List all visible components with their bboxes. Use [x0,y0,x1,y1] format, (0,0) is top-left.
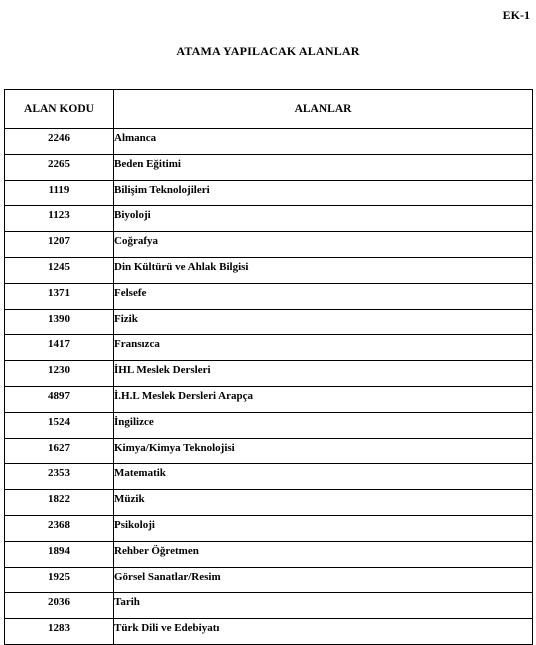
area-name: Fransızca [114,335,533,361]
table-row [5,257,533,283]
area-code: 1925 [5,567,114,593]
area-name: İ.H.L Meslek Dersleri Arapça [114,386,533,412]
area-name: Tarih [114,593,533,619]
table-row [5,206,533,232]
area-name: Bilişim Teknolojileri [114,180,533,206]
area-code: 1123 [5,206,114,232]
area-code: 1417 [5,335,114,361]
page-title: ATAMA YAPILACAK ALANLAR [176,44,360,58]
table-row [5,490,533,516]
area-name: Türk Dili ve Edebiyatı [114,619,533,645]
area-name: Matematik [114,464,533,490]
area-name: İHL Meslek Dersleri [114,361,533,387]
area-code: 2353 [5,464,114,490]
area-code: 2265 [5,154,114,180]
table-header-row [5,90,533,129]
table-row [5,541,533,567]
area-name: Almanca [114,129,533,155]
table-row [5,619,533,645]
table-row [5,438,533,464]
area-code: 1822 [5,490,114,516]
area-code: 1390 [5,309,114,335]
area-name: Görsel Sanatlar/Resim [114,567,533,593]
table-row [5,386,533,412]
area-code: 1230 [5,361,114,387]
area-code: 2036 [5,593,114,619]
area-name: Din Kültürü ve Ahlak Bilgisi [114,257,533,283]
area-name: Beden Eğitimi [114,154,533,180]
area-code: 4897 [5,386,114,412]
area-code: 1524 [5,412,114,438]
table-row [5,129,533,155]
area-code: 1371 [5,283,114,309]
area-name: Biyoloji [114,206,533,232]
table-row [5,567,533,593]
table-row [5,464,533,490]
area-name: Coğrafya [114,232,533,258]
areas-table [4,89,533,645]
table-row [5,283,533,309]
table-row [5,593,533,619]
area-name: Kimya/Kimya Teknolojisi [114,438,533,464]
table-row [5,335,533,361]
column-header-areas: ALANLAR [114,90,533,129]
area-code: 1627 [5,438,114,464]
area-name: Müzik [114,490,533,516]
table-row [5,180,533,206]
area-name: Psikoloji [114,515,533,541]
area-code: 1119 [5,180,114,206]
area-name: İngilizce [114,412,533,438]
table-row [5,412,533,438]
area-code: 2246 [5,129,114,155]
area-code: 1283 [5,619,114,645]
table-row [5,154,533,180]
area-name: Fizik [114,309,533,335]
table-row [5,361,533,387]
area-code: 1245 [5,257,114,283]
table-row [5,515,533,541]
area-code: 2368 [5,515,114,541]
area-code: 1894 [5,541,114,567]
area-name: Felsefe [114,283,533,309]
area-name: Rehber Öğretmen [114,541,533,567]
area-code: 1207 [5,232,114,258]
column-header-code: ALAN KODU [5,90,114,129]
table-row [5,309,533,335]
annex-label: EK-1 [502,8,530,22]
table-row [5,232,533,258]
